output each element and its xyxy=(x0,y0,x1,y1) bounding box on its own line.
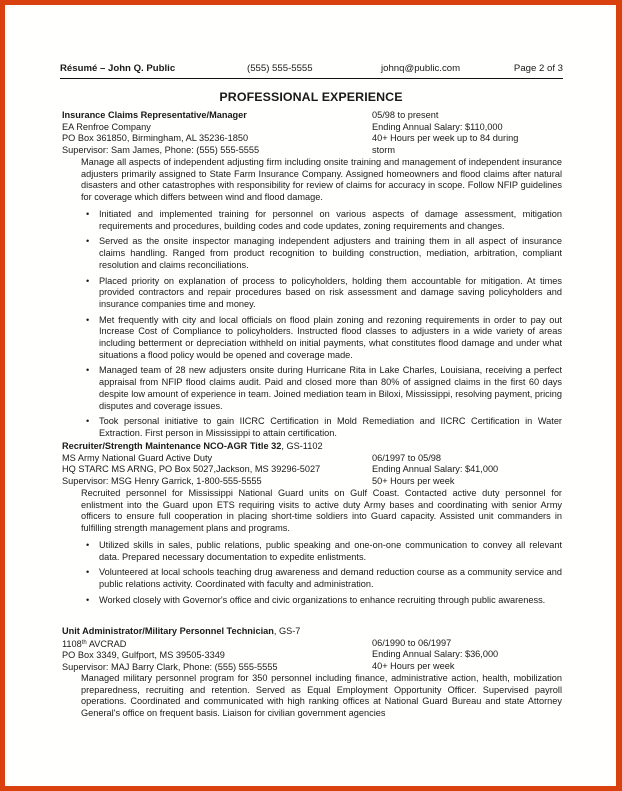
job-salary: Ending Annual Salary: $110,000 xyxy=(372,121,503,132)
job-title-text: Insurance Claims Representative/Manager xyxy=(62,110,247,120)
employer-ordinal: th xyxy=(81,639,87,646)
job-title xyxy=(62,441,362,453)
job-dates: 05/98 to present xyxy=(372,110,439,120)
job-address: PO Box 361850, Birmingham, AL 35236-1850 xyxy=(62,133,249,144)
job-address: HQ STARC MS ARNG, PO Box 5027,Jackson, MS 39296-5027 xyxy=(62,464,321,475)
job-employer: MS Army National Guard Active Duty xyxy=(62,452,213,463)
job-employer: EA Renfroe Company xyxy=(62,121,151,132)
list-item xyxy=(81,365,562,412)
bullet-icon: • xyxy=(86,594,90,605)
bullet-icon: • xyxy=(86,275,90,286)
bullet-icon: • xyxy=(86,416,90,427)
job-hours: 40+ Hours per week xyxy=(372,661,455,672)
bullet-icon: • xyxy=(86,365,90,376)
list-item xyxy=(81,209,562,232)
bullet-text: Initiated and implemented training for personnel on various aspects of damage assessment, mitigation requirements and procedures, building codes and code updates, zoning requirements and changes. xyxy=(99,209,562,231)
job-bullets-2 xyxy=(81,540,562,611)
bullet-text: Utilized skills in sales, public relations, public speaking and one-on-one communication to convey all relevant data. Prepared necessary documentation to expedite enlistments. xyxy=(99,540,562,562)
job-bullets-1 xyxy=(81,209,562,444)
bullet-text: Served as the onsite inspector managing independent adjusters and training them in all aspect of insurance claims handling. Ranged from product recognition to building construction, mediation, arbitration, compliant resolution and claims reconciliations. xyxy=(99,236,562,270)
job-salary: Ending Annual Salary: $41,000 xyxy=(372,464,499,475)
header-email: johnq@public.com xyxy=(381,63,461,74)
list-item xyxy=(81,236,562,271)
job-dates: 06/1997 to 05/98 xyxy=(372,452,441,463)
job-supervisor: Supervisor: MSG Henry Garrick, 1-800-555-5555 xyxy=(62,476,262,487)
job-supervisor: Supervisor: Sam James, Phone: (555) 555-5555 xyxy=(62,145,260,156)
header-phone: (555) 555-5555 xyxy=(247,63,313,74)
running-header xyxy=(60,63,563,77)
job-hours-cont: storm xyxy=(372,145,395,156)
header-name: Résumé – John Q. Public xyxy=(60,63,176,74)
bullet-text: Placed priority on explanation of process to policyholders, holding them accountable for mitigation. At times provided contractors and repair procedures based on risk assessment and damage saving policyholders and insurance companies time and money. xyxy=(99,275,562,309)
list-item xyxy=(81,595,562,607)
job-grade: , GS-7 xyxy=(273,626,301,636)
job-employer xyxy=(62,638,362,651)
job-summary: Managed military personnel program for 350 personnel including finance, administrative action, health, mobilization preparedness, recruiting and retention. Served as Equal Employment Opportunity Officer. Supervised payroll operations. Coordinated and communicated with high ranking offices at National Guard Bureau and state Attorney General's office on frequent basis. Liaison for civilian government agencies xyxy=(81,673,562,719)
bullet-icon: • xyxy=(86,314,90,325)
employer-name: AVCRAD xyxy=(86,638,127,649)
bullet-text: Managed team of 28 new adjusters onsite during Hurricane Rita in Lake Charles, Louisiana, receiving a perfect appraisal from NFIP flood claims audit. Paid and closed more than 80% of assigned claims in the first 60 days despite low amount of experience in team. Joined mediation team in Biloxi, Mississippi, resolving payment, pricing disputes and coverage issues. xyxy=(99,365,562,411)
bullet-text: Took personal initiative to gain IICRC Certification in Mold Remediation and IICRC Certification in Water Extraction. First person in Mississippi to attain certification. xyxy=(99,416,562,438)
bullet-text: Volunteered at local schools teaching drug awareness and demand reduction course as a community service and public relations activity. Coordinated with faculty and administration. xyxy=(99,567,562,590)
bullet-icon: • xyxy=(86,209,90,219)
bullet-icon: • xyxy=(86,567,90,578)
job-supervisor: Supervisor: MAJ Barry Clark, Phone: (555) 555-5555 xyxy=(62,662,278,673)
header-rule xyxy=(60,78,563,79)
job-title-text: Unit Administrator/Military Personnel Technician xyxy=(62,626,274,636)
list-item xyxy=(81,315,562,362)
list-item xyxy=(81,540,562,563)
job-summary: Recruited personnel for Mississippi National Guard units on Gulf Coast. Contacted active duty personnel for enlistment into the Guard upon ETS requiring visits to active duty Army bases and coordinating with senior Army officers to ensure full cooperation in placing short-time soldiers into Guard capacity. Assisted unit commanders in fulfilling strength management plans and programs. xyxy=(81,488,562,534)
job-grade: , GS-1102 xyxy=(281,441,323,451)
employer-number: 1108 xyxy=(62,638,82,649)
job-title xyxy=(62,110,362,122)
list-item xyxy=(81,416,562,439)
job-address: PO Box 3349, Gulfport, MS 39505-3349 xyxy=(62,650,225,661)
job-summary: Manage all aspects of independent adjusting firm including onsite training and management of independent insurance adjusters primarily assigned to State Farm Insurance Company. Assigned homeowners and flood claims after natural disasters and other catastrophes with responsibility for review of claims for accuracy in scope. Follow NFIP guidelines for coverage which differs between wind and flood damage. xyxy=(81,157,562,203)
header-page-number: Page 2 of 3 xyxy=(513,63,563,74)
bullet-text: Met frequently with city and local officials on flood plain zoning and rezoning requirements in order to pay out Increase Cost of Compliance to policyholders. Instructed flood classes to adjusters in a wide variety of areas including betterment or depreciation withheld on initial payments, what constitutes flood damage and under what situations a flood policy would be opened and coverage made. xyxy=(99,314,562,360)
job-salary: Ending Annual Salary: $36,000 xyxy=(372,649,499,660)
job-dates: 06/1990 to 06/1997 xyxy=(372,637,452,648)
job-hours: 50+ Hours per week xyxy=(372,476,455,487)
section-title: PROFESSIONAL EXPERIENCE xyxy=(219,90,403,104)
list-item xyxy=(81,276,562,311)
job-title-text: Recruiter/Strength Maintenance NCO-AGR Title 32 xyxy=(62,441,282,451)
list-item xyxy=(81,567,562,590)
bullet-text: Worked closely with Governor's office and civic organizations to enhance recruiting through public awareness. xyxy=(99,594,546,605)
job-title xyxy=(62,626,362,638)
bullet-icon: • xyxy=(86,540,90,550)
job-hours: 40+ Hours per week up to 84 during xyxy=(372,133,519,144)
bullet-icon: • xyxy=(86,236,90,247)
